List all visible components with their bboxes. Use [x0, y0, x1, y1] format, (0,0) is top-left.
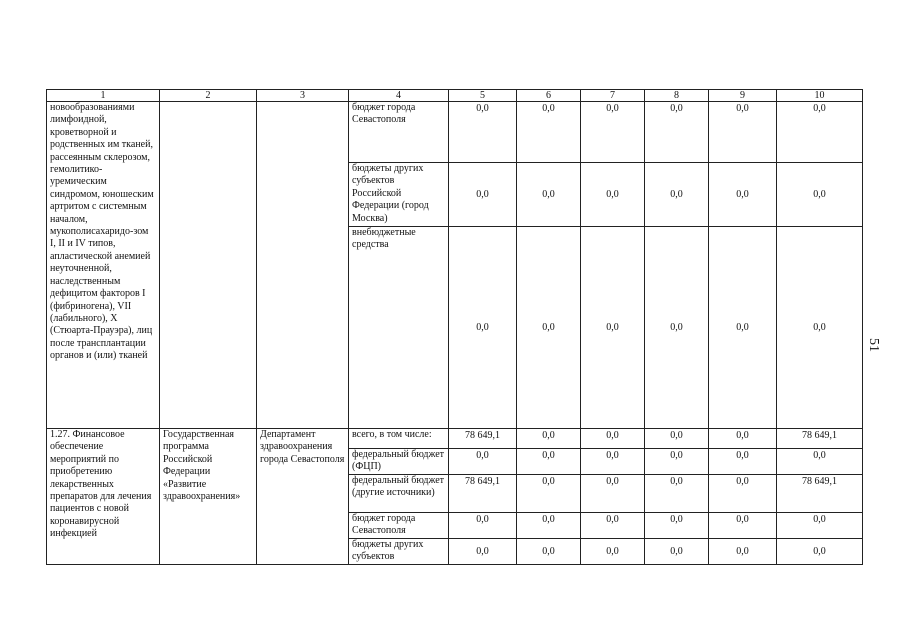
value-cell: 0,0: [645, 538, 709, 564]
value-cell: 0,0: [581, 227, 645, 429]
value-cell: 0,0: [709, 513, 777, 539]
value-cell: 0,0: [449, 513, 517, 539]
measure-description-cell: 1.27. Финансовое обеспечение мероприятий по приобретению лекарственных препаратов для лечения пациентов с новой коронавирусной инфекцией: [47, 429, 160, 565]
value-cell: 78 649,1: [777, 429, 863, 449]
funding-source: федеральный бюджет (ФЦП): [349, 449, 449, 475]
value-cell: 0,0: [581, 449, 645, 475]
value-cell: 0,0: [517, 513, 581, 539]
value-cell: 0,0: [581, 475, 645, 513]
program-cell: [160, 102, 257, 429]
value-cell: 0,0: [709, 538, 777, 564]
value-cell: 0,0: [777, 163, 863, 227]
funding-source: федеральный бюджет (другие источники): [349, 475, 449, 513]
value-cell: 0,0: [777, 538, 863, 564]
value-cell: 0,0: [777, 513, 863, 539]
funding-source: бюджет города Севастополя: [349, 102, 449, 163]
value-cell: 0,0: [581, 163, 645, 227]
measure-description-cell: новообразованиями лимфоидной, кроветворной и родственных им тканей, рассеянным склерозом, гемолитико-уремическим синдромом, юношеским артритом с системным началом, мукополисахаридо-зом I, II и IV типов, апластической анемией неуточненной, наследственным дефицитом факторов I (фибриногена), VII (лабильного), X (Стюарта-Прауэра), лиц после трансплантации органов и (или) тканей: [47, 102, 160, 429]
value-cell: 0,0: [777, 449, 863, 475]
value-cell: 0,0: [517, 102, 581, 163]
value-cell: 0,0: [777, 227, 863, 429]
value-cell: 0,0: [449, 227, 517, 429]
value-cell: 0,0: [709, 449, 777, 475]
value-cell: 0,0: [709, 227, 777, 429]
column-number: 8: [645, 90, 709, 102]
table-row: [47, 429, 863, 449]
program-cell: Государственная программа Российской Федерации «Развитие здравоохранения»: [160, 429, 257, 565]
table-row: [47, 102, 863, 163]
value-cell: 0,0: [449, 449, 517, 475]
value-cell: 0,0: [645, 163, 709, 227]
value-cell: 0,0: [709, 429, 777, 449]
funding-source: бюджет города Севастополя: [349, 513, 449, 539]
value-cell: 0,0: [645, 227, 709, 429]
value-cell: 0,0: [581, 513, 645, 539]
value-cell: 0,0: [709, 475, 777, 513]
value-cell: 0,0: [645, 513, 709, 539]
column-number: 7: [581, 90, 645, 102]
budget-table: [46, 89, 863, 565]
value-cell: 0,0: [709, 163, 777, 227]
value-cell: 78 649,1: [449, 429, 517, 449]
value-cell: 0,0: [517, 163, 581, 227]
funding-source: внебюджетные средства: [349, 227, 449, 429]
value-cell: 0,0: [645, 102, 709, 163]
column-number-row: [47, 90, 863, 102]
column-number: 2: [160, 90, 257, 102]
value-cell: 0,0: [517, 475, 581, 513]
value-cell: 0,0: [645, 475, 709, 513]
column-number: 9: [709, 90, 777, 102]
value-cell: 0,0: [581, 429, 645, 449]
executor-cell: [257, 102, 349, 429]
value-cell: 0,0: [645, 429, 709, 449]
value-cell: 0,0: [581, 538, 645, 564]
column-number: 4: [349, 90, 449, 102]
column-number: 5: [449, 90, 517, 102]
value-cell: 0,0: [777, 102, 863, 163]
value-cell: 0,0: [645, 449, 709, 475]
column-number: 1: [47, 90, 160, 102]
value-cell: 0,0: [449, 163, 517, 227]
value-cell: 0,0: [517, 429, 581, 449]
funding-source: всего, в том числе:: [349, 429, 449, 449]
value-cell: 0,0: [517, 449, 581, 475]
value-cell: 78 649,1: [777, 475, 863, 513]
funding-source: бюджеты других субъектов Российской Федерации (город Москва): [349, 163, 449, 227]
column-number: 10: [777, 90, 863, 102]
value-cell: 78 649,1: [449, 475, 517, 513]
value-cell: 0,0: [581, 102, 645, 163]
funding-source: бюджеты других субъектов: [349, 538, 449, 564]
page-number: 51: [866, 338, 881, 352]
value-cell: 0,0: [449, 102, 517, 163]
column-number: 6: [517, 90, 581, 102]
value-cell: 0,0: [449, 538, 517, 564]
value-cell: 0,0: [709, 102, 777, 163]
value-cell: 0,0: [517, 538, 581, 564]
value-cell: 0,0: [517, 227, 581, 429]
column-number: 3: [257, 90, 349, 102]
executor-cell: Департамент здравоохранения города Севастополя: [257, 429, 349, 565]
